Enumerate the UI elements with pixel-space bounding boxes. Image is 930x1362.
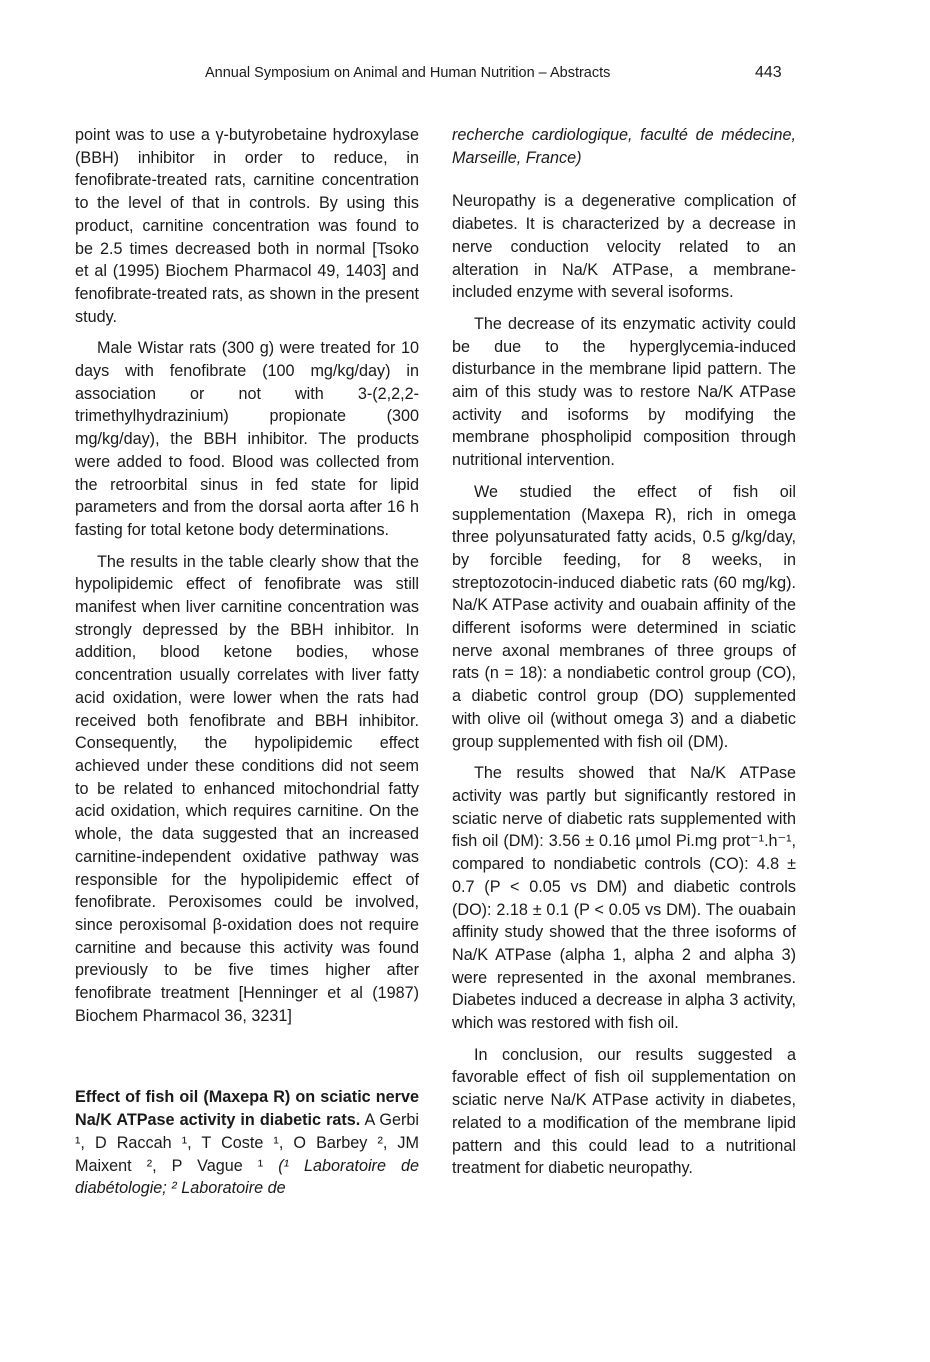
- abstract-authors: A Gerbi ¹, D Raccah ¹, T Coste ¹, O Barbey ², JM Maixent ², P Vague ¹: [75, 1111, 420, 1175]
- running-header: Annual Symposium on Animal and Human Nutrition – Abstracts: [205, 65, 611, 81]
- right-paragraph-4: The results showed that Na/K ATPase activity was partly but significantly restored in sciatic nerve of diabetic rats supplemented with fish oil (DM): 3.56 ± 0.16 µmol Pi.mg prot⁻¹.h⁻¹, compared to nondiabetic controls (CO): 4.8 ± 0.7 (P < 0.05 vs DM) and diabetic controls (DO): 2.18 ± 0.1 (P < 0.05 vs DM). The ouabain affinity study showed that the three isoforms of Na/K ATPase (alpha 1, alpha 2 and alpha 3) were represented in the axonal membranes. Diabetes induced a decrease in alpha 3 activity, which was restored with fish oil.: [452, 764, 796, 1033]
- right-paragraph-2: The decrease of its enzymatic activity could be due to the hyperglycemia-induced disturbance in the membrane lipid pattern. The aim of this study was to restore Na/K ATPase activity and isoforms by modifying the membrane phospholipid composition through nutritional intervention.: [452, 314, 796, 470]
- right-paragraph-1: Neuropathy is a degenerative complication of diabetes. It is characterized by a decrease in nerve conduction velocity related to an alteration in Na/K ATPase, a membrane-included enzyme with several isoforms.: [452, 192, 796, 302]
- abstract-title: Effect of fish oil (Maxepa R) on sciatic nerve Na/K ATPase activity in diabetic rats.: [75, 1088, 419, 1130]
- right-paragraph-5: In conclusion, our results suggested a favorable effect of fish oil supplementation on sciatic nerve Na/K ATPase activity in diabetes, related to a modification of the membrane lipid pattern and this could lead to a nutritional treatment for diabetic neuropathy.: [452, 1045, 796, 1178]
- left-paragraph-2: Male Wistar rats (300 g) were treated for 10 days with fenofibrate (100 mg/kg/day) in association or not with 3-(2,2,2-trimethylhydrazinium) propionate (300 mg/kg/day), the BBH inhibitor. The products were added to food. Blood was collected from the retroorbital sinus in fed state for lipid parameters and from the dorsal aorta after 16 h fasting for total ketone body determinations.: [75, 339, 419, 539]
- page-number: 443: [755, 64, 782, 81]
- abstract-affiliations-end: recherche cardiologique, faculté de médecine, Marseille, France): [452, 126, 796, 167]
- left-paragraph-1: point was to use a γ-butyrobetaine hydroxylase (BBH) inhibitor in order to reduce, in fenofibrate-treated rats, carnitine concentration to the level of that in controls. By using this product, carnitine concentration was found to be 2.5 times decreased both in normal [Tsoko et al (1995) Biochem Pharmacol 49, 1403] and fenofibrate-treated rats, as shown in the present study.: [75, 126, 419, 326]
- left-column: [75, 124, 419, 1209]
- abstract-affiliations-start: (¹ Laboratoire de diabétologie; ² Laboratoire de: [75, 1156, 419, 1198]
- left-paragraph-3: The results in the table clearly show that the hypolipidemic effect of fenofibrate was still manifest when liver carnitine concentration was strongly depressed by the BBH inhibitor. In addition, blood ketone bodies, whose concentration usually correlates with liver fatty acid oxidation, were lower when the rats had received both fenofibrate and BBH inhibitor. Consequently, the hypolipidemic effect achieved under these conditions did not seem to be related to enhanced mitochondrial fatty acid oxidation, which requires carnitine. On the whole, the data suggested that an increased carnitine-independent oxidative pathway was responsible for the hypolipidemic effect of fenofibrate. Peroxisomes could be involved, since peroxisomal β-oxidation does not require carnitine and because this activity was found previously to be five times higher after fenofibrate treatment [Henninger et al (1987) Biochem Pharmacol 36, 3231]: [75, 552, 419, 1025]
- right-column: [452, 124, 796, 1189]
- right-paragraph-3: We studied the effect of fish oil supplementation (Maxepa R), rich in omega three polyunsaturated fatty acids, 0.5 g/kg/day, by forcible feeding, for 8 weeks, in streptozotocin-induced diabetic rats (60 mg/kg). Na/K ATPase activity and ouabain affinity of the different isoforms were determined in sciatic nerve axonal membranes of three groups of rats (n = 18): a nondiabetic control group (CO), a diabetic control group (DO) supplemented with olive oil (without omega 3) and a diabetic group supplemented with fish oil (DM).: [452, 482, 796, 751]
- abstract-heading: [75, 1086, 419, 1200]
- section-gap: [75, 1036, 419, 1086]
- abstract-heading-text: [75, 1086, 419, 1200]
